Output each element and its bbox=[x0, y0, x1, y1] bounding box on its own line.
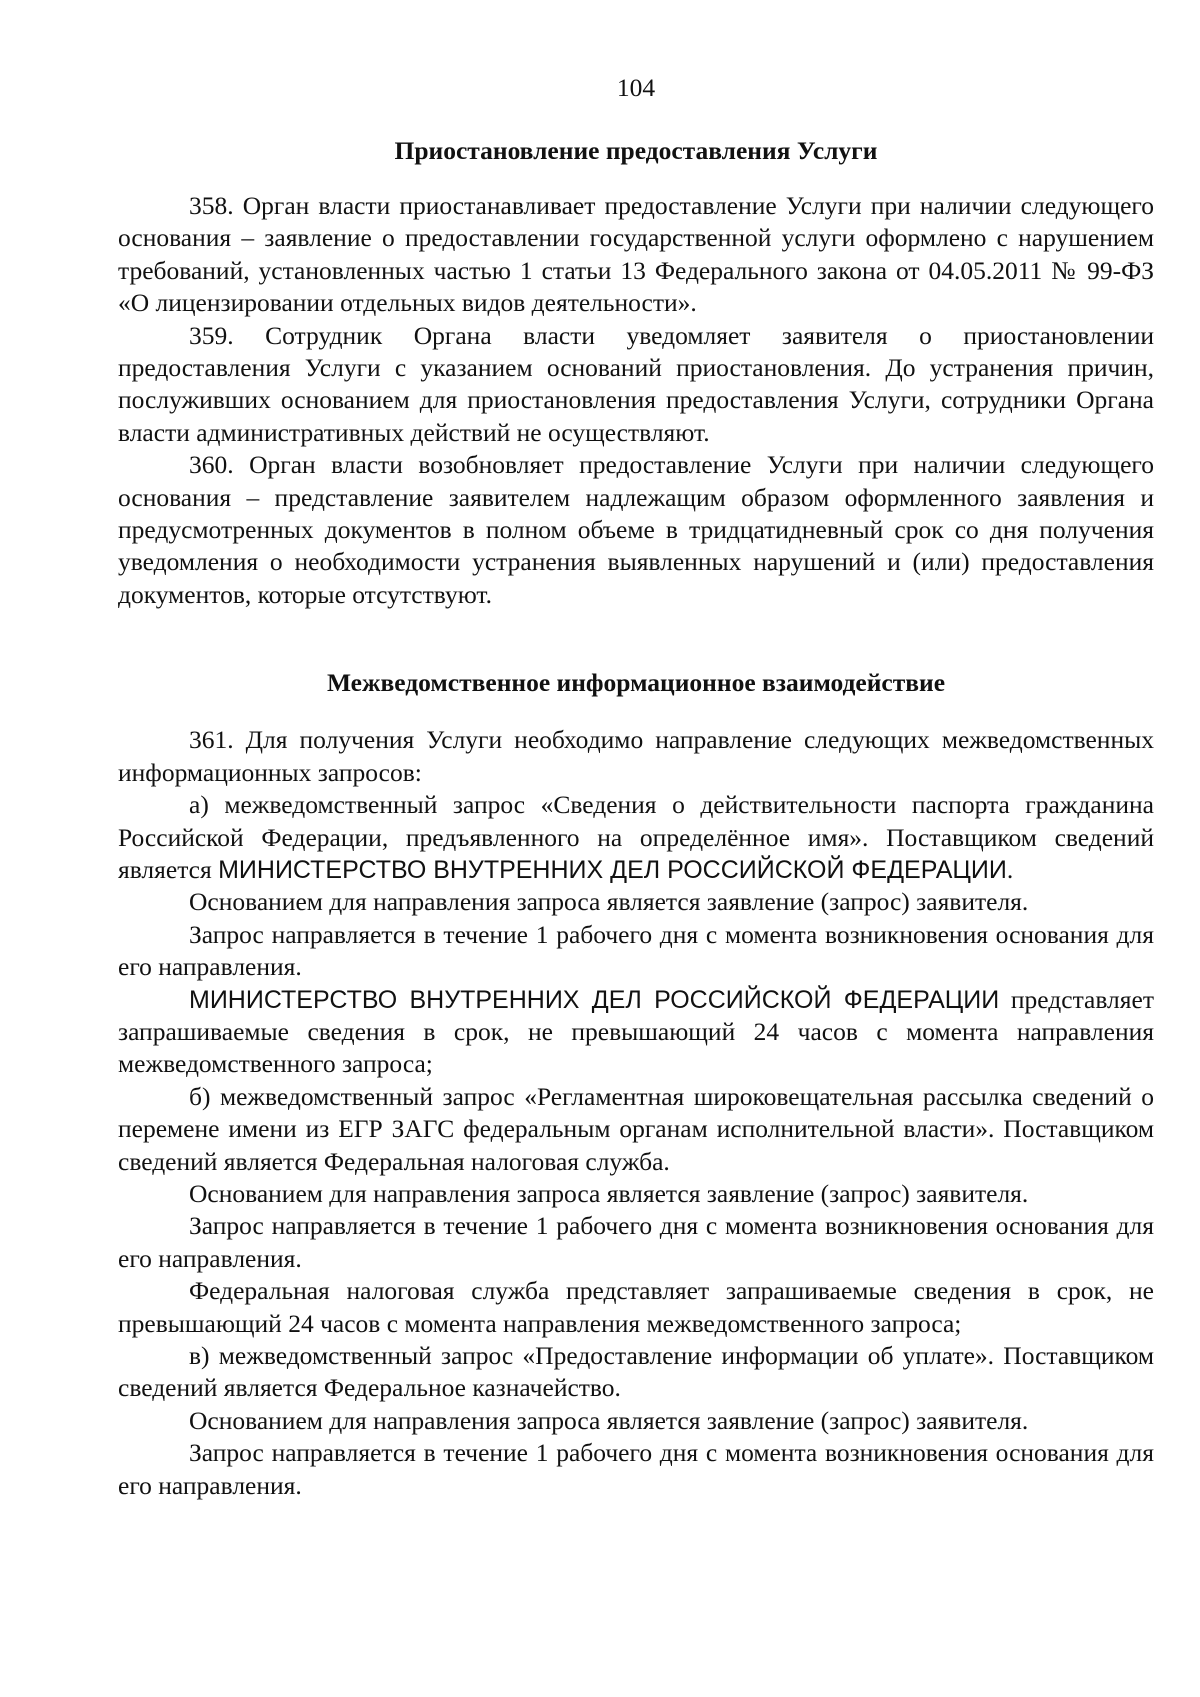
item-c-timing: Запрос направляется в течение 1 рабочего дня с момента возникновения основания для его направления. bbox=[118, 1438, 1154, 1500]
item-a-end: . bbox=[1006, 854, 1014, 884]
item-b: б) межведомственный запрос «Регламентная широковещательная рассылка сведений о перемене имени из ЕГР ЗАГС федеральным органам исполнительной власти». Поставщиком сведений является Федеральная налоговая служба. bbox=[118, 1081, 1154, 1176]
paragraph-361: 361. Для получения Услуги необходимо направление следующих межведомственных информационных запросов: bbox=[118, 725, 1154, 787]
section-heading-interagency: Межведомственное информационное взаимодействие bbox=[326, 668, 946, 698]
item-b-response: Федеральная налоговая служба представляет запрашиваемые сведения в срок, не превышающий 24 часов с момента направления межведомственного запроса; bbox=[118, 1276, 1154, 1338]
item-a-timing: Запрос направляется в течение 1 рабочего дня с момента возникновения основания для его направления. bbox=[118, 919, 1154, 982]
item-a bbox=[118, 789, 1154, 886]
document-page bbox=[118, 70, 1154, 1502]
item-a-text: а) межведомственный запрос «Сведения о действительности паспорта гражданина Российской Федерации, предъявленного на определённое имя». Поставщиком сведений является bbox=[118, 790, 1154, 884]
paragraph-359: 359. Сотрудник Органа власти уведомляет заявителя о приостановлении предоставления Услуги с указанием оснований приостановления. До устранения причин, послуживших основанием для приостановления предоставления Услуги, сотрудники Органа власти административных действий не осуществляют. bbox=[118, 320, 1154, 447]
paragraph-358: 358. Орган власти приостанавливает предоставление Услуги при наличии следующего основания – заявление о предоставлении государственной услуги оформлено с нарушением требований, установленных частью 1 статьи 13 Федерального закона от 04.05.2011 № 99-ФЗ «О лицензировании отдельных видов деятельности». bbox=[118, 191, 1154, 318]
item-a-response-supplier: МИНИСТЕРСТВО ВНУТРЕННИХ ДЕЛ РОССИЙСКОЙ ФЕДЕРАЦИИ bbox=[189, 985, 1000, 1014]
item-b-basis: Основанием для направления запроса является заявление (запрос) заявителя. bbox=[189, 1178, 1029, 1208]
item-c: в) межведомственный запрос «Предоставление информации об уплате». Поставщиком сведений является Федеральное казначейство. bbox=[118, 1341, 1154, 1403]
paragraph-360: 360. Орган власти возобновляет предоставление Услуги при наличии следующего основания – представление заявителем надлежащим образом оформленного заявления и предусмотренных документов в полном объеме в тридцатидневный срок со дня получения уведомления о необходимости устранения выявленных нарушений и (или) предоставления документов, которые отсутствуют. bbox=[118, 450, 1154, 609]
item-a-basis: Основанием для направления запроса является заявление (запрос) заявителя. bbox=[189, 887, 1029, 917]
item-b-timing: Запрос направляется в течение 1 рабочего дня с момента возникновения основания для его направления. bbox=[118, 1211, 1154, 1273]
item-a-response-text: представляет запрашиваемые сведения в срок, не превышающий 24 часов с момента направления межведомственного запроса; bbox=[118, 984, 1154, 1079]
section-heading-suspension: Приостановление предоставления Услуги bbox=[394, 136, 878, 165]
item-a-response bbox=[118, 984, 1154, 1081]
page-number: 104 bbox=[616, 73, 656, 102]
item-c-basis: Основанием для направления запроса является заявление (запрос) заявителя. bbox=[189, 1405, 1029, 1435]
item-a-supplier: МИНИСТЕРСТВО ВНУТРЕННИХ ДЕЛ РОССИЙСКОЙ ФЕДЕРАЦИИ bbox=[218, 855, 1007, 884]
